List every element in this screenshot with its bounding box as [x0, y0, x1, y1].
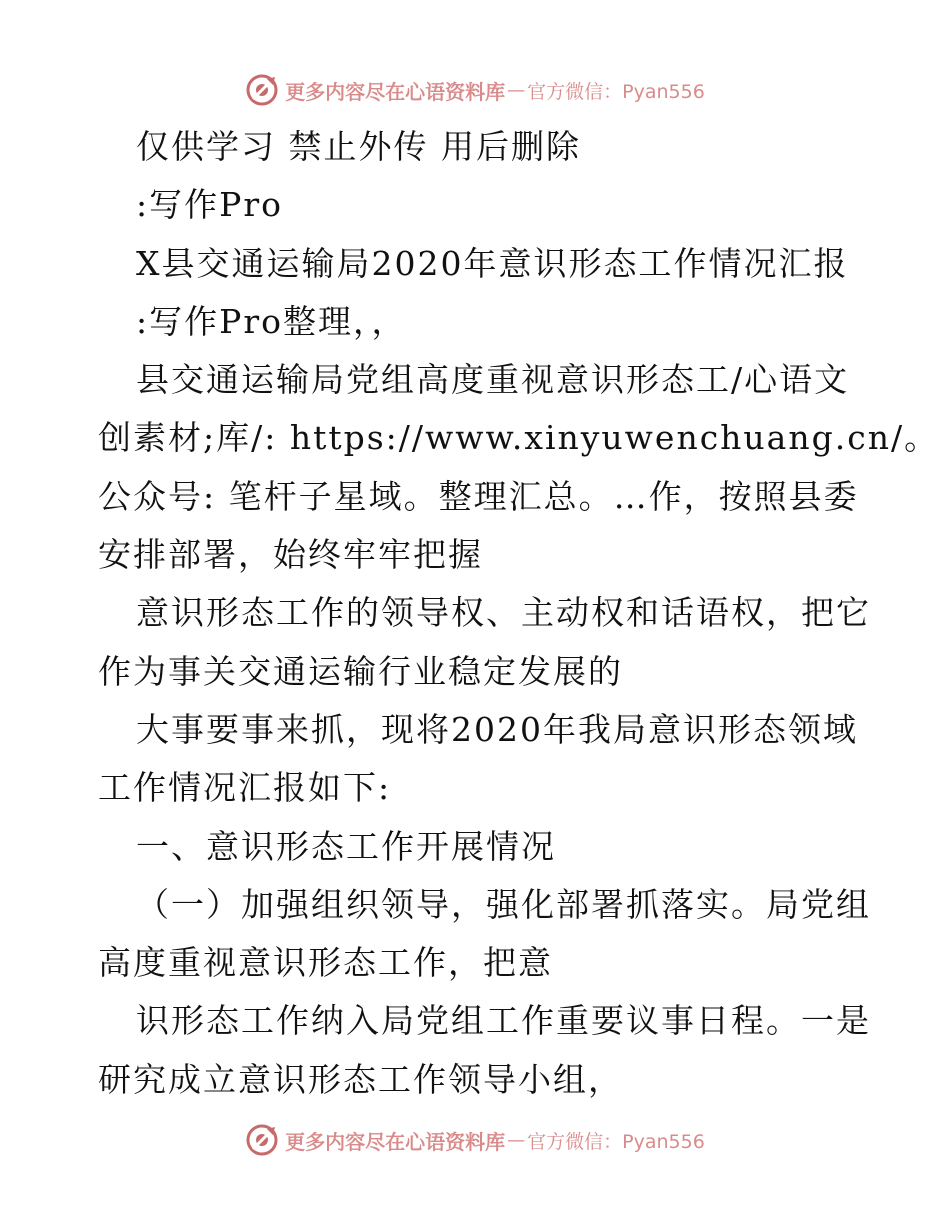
section-heading-1: 一、意识形态工作开展情况: [136, 826, 556, 866]
author-line: :写作Pro: [136, 185, 283, 225]
paragraph-1-line-2: 创素材;库/: https://www.xinyuwenchuang.cn/。: [98, 418, 940, 458]
document-body: [98, 118, 940, 1109]
paragraph-5-line-2: 研究成立意识形态工作领导小组，: [98, 1059, 623, 1099]
document-title: X县交通运输局2020年意识形态工作情况汇报: [136, 243, 849, 283]
paragraph-3-line-1: 大事要事来抓，现将2020年我局意识形态领域: [136, 709, 858, 749]
footer-watermark: [0, 1120, 950, 1160]
watermark-separator: —: [507, 79, 526, 101]
paragraph-4-line-2: 高度重视意识形态工作，把意: [98, 943, 553, 983]
paragraph-4-line-1: （一）加强组织领导，强化部署抓落实。局党组: [136, 884, 871, 924]
notice-line: 仅供学习 禁止外传 用后删除: [136, 127, 581, 166]
seal-logo-icon: [245, 1123, 279, 1157]
seal-logo-icon: [245, 73, 279, 107]
paragraph-1-line-4: 安排部署，始终牢牢把握: [98, 535, 483, 575]
watermark-site-text: 更多内容尽在心语资料库: [285, 1129, 506, 1154]
paragraph-3-line-2: 工作情况汇报如下:: [98, 768, 392, 808]
paragraph-2-line-2: 作为事关交通运输行业稳定发展的: [98, 651, 623, 691]
watermark-separator: —: [507, 1129, 526, 1151]
header-watermark: [0, 70, 950, 110]
paragraph-1-line-1: 县交通运输局党组高度重视意识形态工/心语文: [136, 360, 850, 400]
paragraph-1-line-3: 公众号: 笔杆子星域。整理汇总。…作，按照县委: [98, 476, 859, 516]
watermark-wechat-text: 官方微信：Pyan556: [527, 1130, 705, 1153]
paragraph-5-line-1: 识形态工作纳入局党组工作重要议事日程。一是: [136, 1001, 871, 1041]
watermark-site-text: 更多内容尽在心语资料库: [285, 79, 506, 104]
paragraph-2-line-1: 意识形态工作的领导权、主动权和话语权，把它: [136, 593, 871, 633]
compiled-by-line: :写作Pro整理，，: [136, 301, 407, 341]
watermark-wechat-text: 官方微信：Pyan556: [527, 80, 705, 103]
